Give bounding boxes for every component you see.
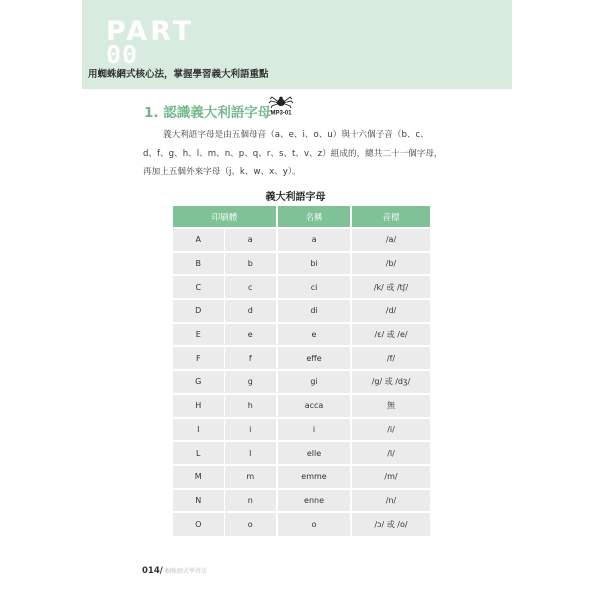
letter-name-cell: a (277, 228, 351, 252)
spider-mp3-icon[interactable] (266, 95, 296, 117)
letter-name-cell: di (277, 299, 351, 323)
chapter-subtitle: 用蜘蛛網式核心法，掌握學習義大利語重點 (88, 69, 269, 80)
lowercase-cell: c (224, 275, 277, 299)
letter-name-cell: o (277, 512, 351, 536)
lowercase-cell: m (224, 465, 277, 489)
uppercase-cell: N (173, 489, 224, 513)
letter-name-cell: gi (277, 370, 351, 394)
table-header-row (173, 206, 430, 228)
letter-name-cell: effe (277, 346, 351, 370)
letter-name-cell: acca (277, 394, 351, 418)
part-number: 00 (106, 40, 139, 69)
table-row (173, 228, 430, 252)
lowercase-cell: o (224, 512, 277, 536)
uppercase-cell: I (173, 418, 224, 442)
lowercase-cell: a (224, 228, 277, 252)
header-name: 名稱 (277, 206, 351, 228)
table-row (173, 512, 430, 536)
letter-name-cell: enne (277, 489, 351, 513)
phonetic-cell: /ɛ/ 或 /e/ (351, 323, 430, 347)
lowercase-cell: h (224, 394, 277, 418)
table-row (173, 394, 430, 418)
intro-line: 義大利語字母是由五個母音（a、e、i、o、u）與十六個子音（b、c、 (163, 130, 429, 140)
table-row (173, 465, 430, 489)
table-row (173, 299, 430, 323)
uppercase-cell: M (173, 465, 224, 489)
intro-paragraph (143, 126, 483, 182)
lowercase-cell: n (224, 489, 277, 513)
uppercase-cell: G (173, 370, 224, 394)
uppercase-cell: F (173, 346, 224, 370)
phonetic-cell: /g/ 或 /dʒ/ (351, 370, 430, 394)
intro-line: d、f、g、h、l、m、n、p、q、r、s、t、v、z）組成的，總共二十一個字母， (143, 148, 443, 159)
table-row (173, 370, 430, 394)
uppercase-cell: A (173, 228, 224, 252)
phonetic-cell: /l/ (351, 441, 430, 465)
table-row (173, 275, 430, 299)
table-row (173, 346, 430, 370)
phonetic-cell: /k/ 或 /tʃ/ (351, 275, 430, 299)
lowercase-cell: l (224, 441, 277, 465)
letter-name-cell: e (277, 323, 351, 347)
letter-name-cell: elle (277, 441, 351, 465)
page-number: 014/ (142, 566, 163, 576)
phonetic-cell: /d/ (351, 299, 430, 323)
table-row (173, 323, 430, 347)
table-title: 義大利語字母 (265, 192, 326, 203)
letter-name-cell: i (277, 418, 351, 442)
footer-book-title: 蜘蛛網式學習法 (164, 568, 207, 575)
uppercase-cell: D (173, 299, 224, 323)
letter-name-cell: ci (277, 275, 351, 299)
uppercase-cell: E (173, 323, 224, 347)
phonetic-cell: /b/ (351, 252, 430, 276)
part-label: PART (106, 16, 195, 47)
table-row (173, 252, 430, 276)
lowercase-cell: g (224, 370, 277, 394)
phonetic-cell: /a/ (351, 228, 430, 252)
letter-name-cell: bi (277, 252, 351, 276)
alphabet-table (173, 206, 430, 536)
uppercase-cell: L (173, 441, 224, 465)
table-row (173, 489, 430, 513)
uppercase-cell: C (173, 275, 224, 299)
header-print: 印刷體 (173, 206, 277, 228)
intro-line: 再加上五個外來字母（j、k、w、x、y）。 (143, 167, 301, 177)
table-row (173, 441, 430, 465)
lowercase-cell: f (224, 346, 277, 370)
uppercase-cell: O (173, 512, 224, 536)
page-footer (142, 566, 207, 576)
phonetic-cell: 無 (351, 394, 430, 418)
phonetic-cell: /m/ (351, 465, 430, 489)
phonetic-cell: /i/ (351, 418, 430, 442)
section-title: 1. 認識義大利語字母 (144, 105, 272, 121)
lowercase-cell: e (224, 323, 277, 347)
phonetic-cell: /ɔ/ 或 /o/ (351, 512, 430, 536)
letter-name-cell: emme (277, 465, 351, 489)
mp3-label: MP3-01 (270, 110, 292, 117)
header-sound: 音標 (351, 206, 430, 228)
phonetic-cell: /f/ (351, 346, 430, 370)
lowercase-cell: i (224, 418, 277, 442)
uppercase-cell: H (173, 394, 224, 418)
table-row (173, 418, 430, 442)
lowercase-cell: d (224, 299, 277, 323)
phonetic-cell: /n/ (351, 489, 430, 513)
uppercase-cell: B (173, 252, 224, 276)
lowercase-cell: b (224, 252, 277, 276)
